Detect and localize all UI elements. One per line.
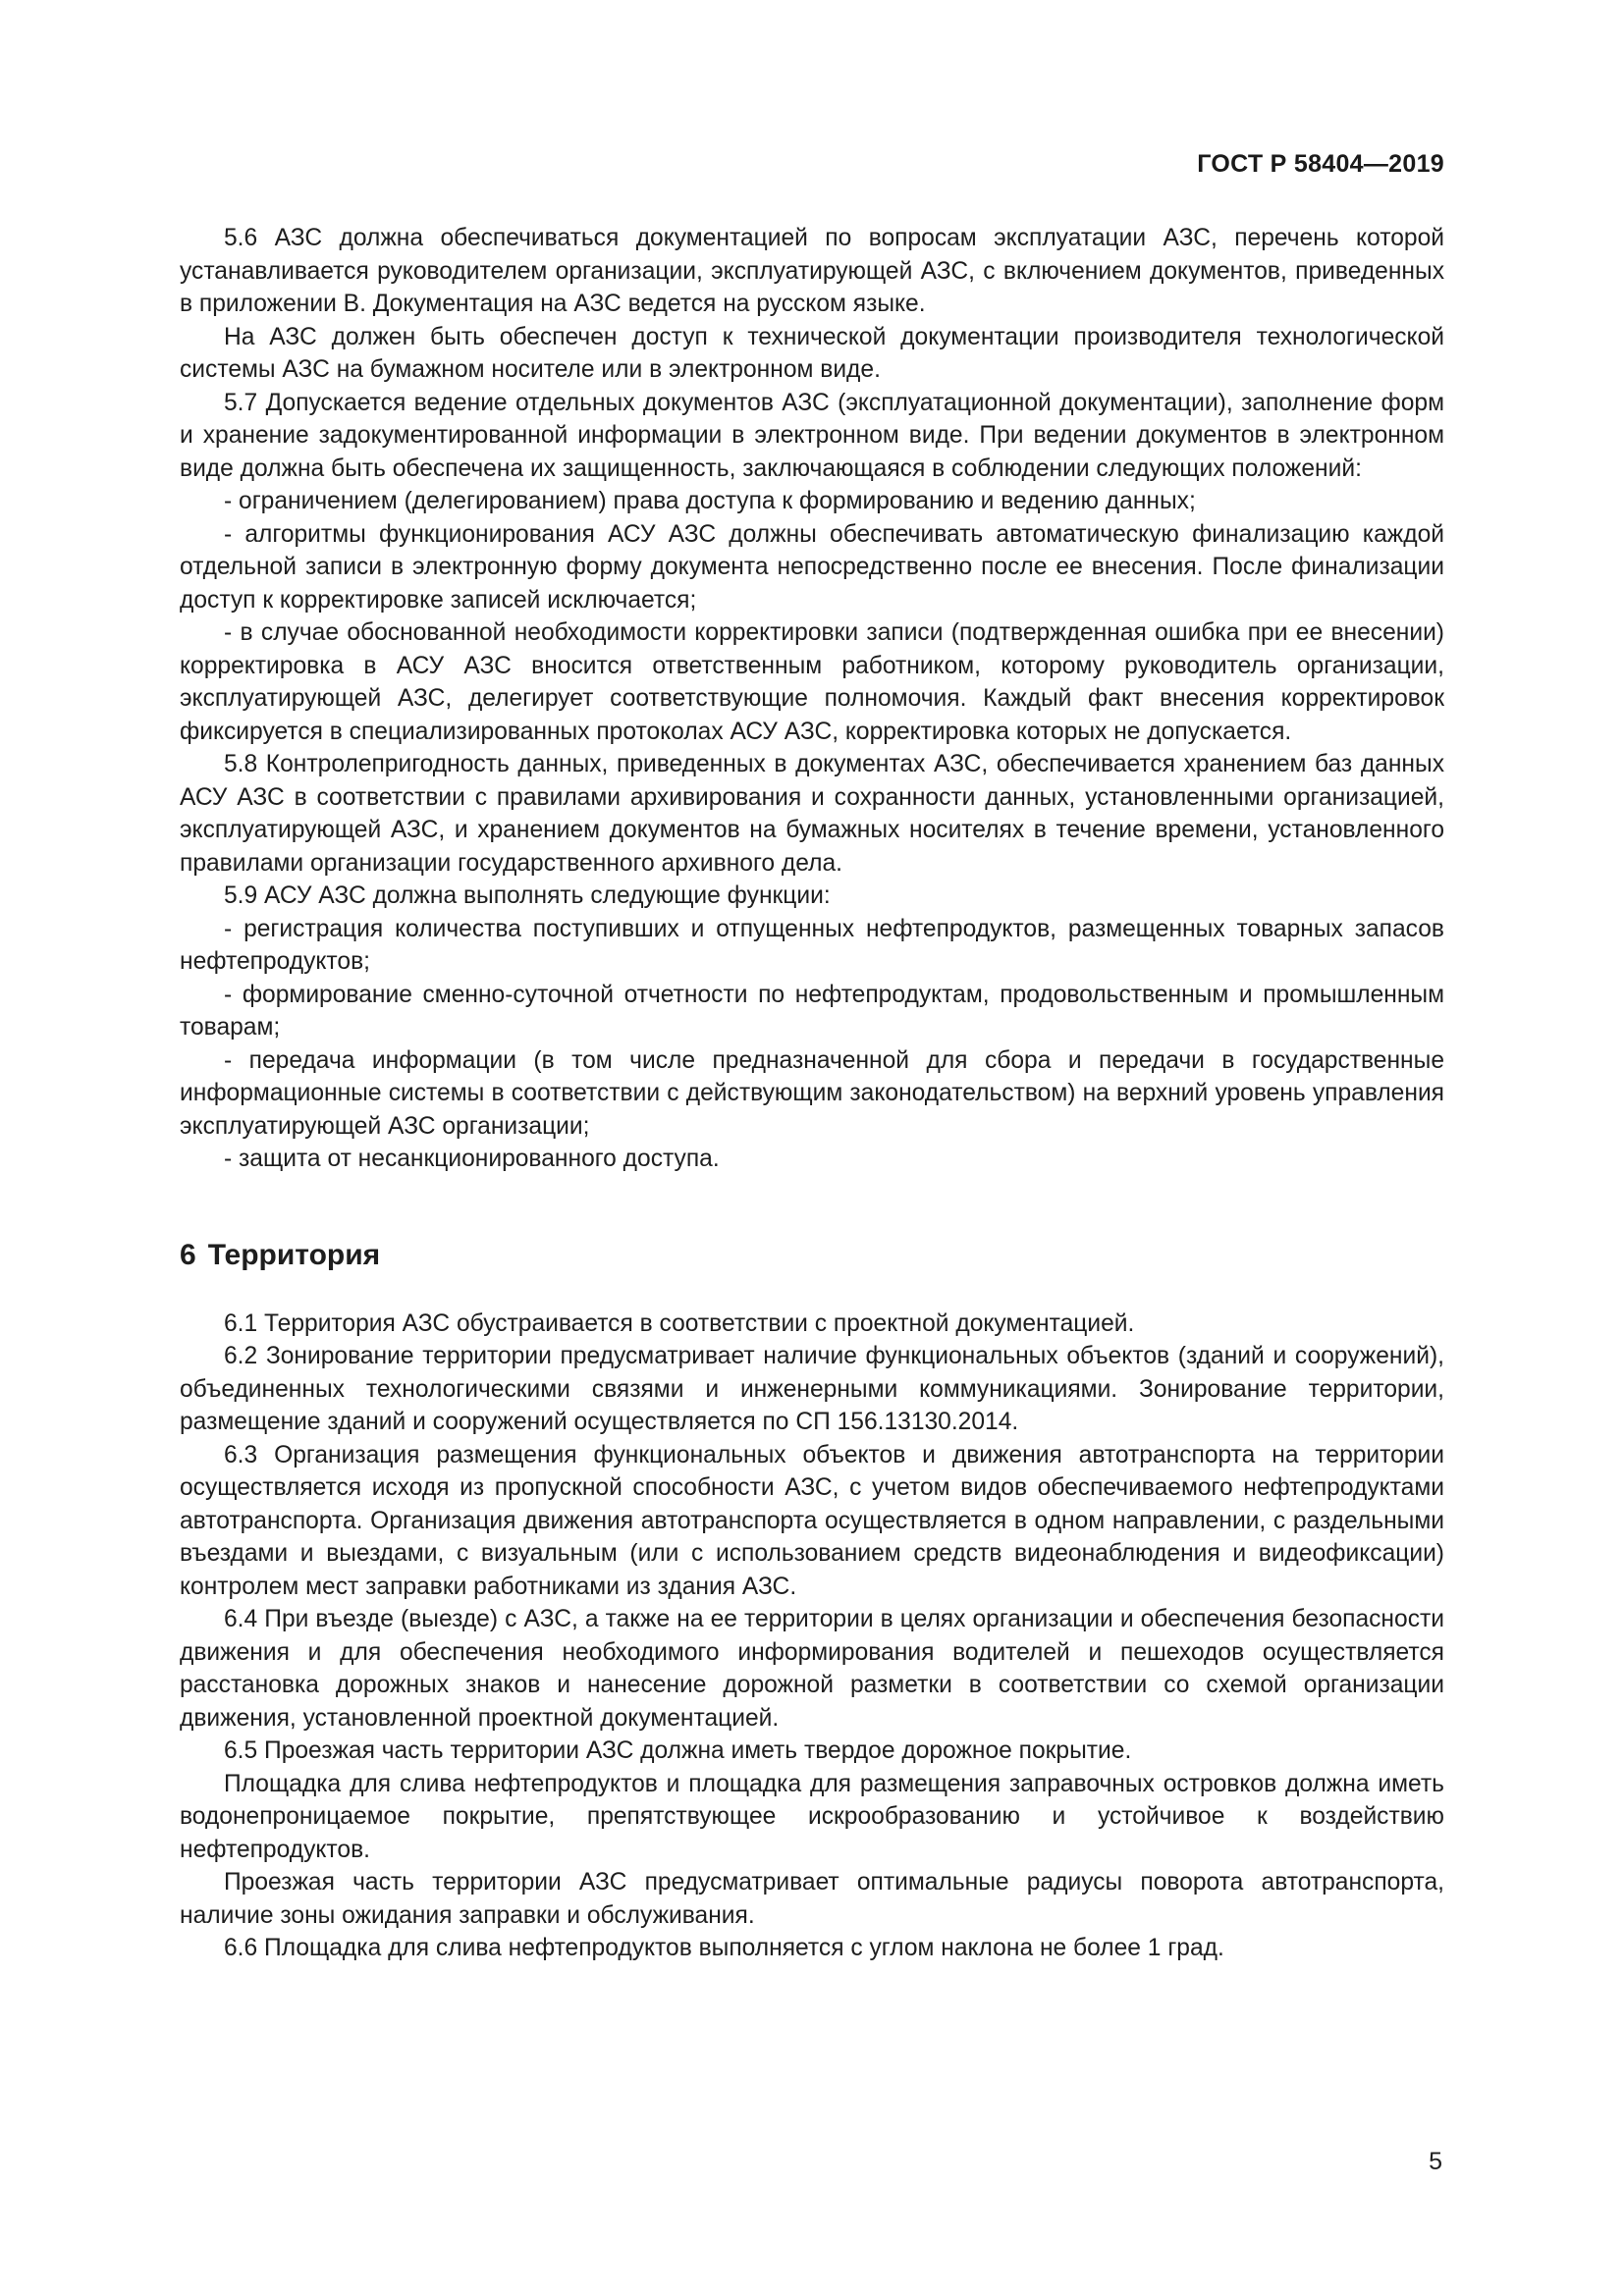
paragraph-6-5-radius: Проезжая часть территории АЗС предусматривает оптимальные радиусы поворота автотранспорта, наличие зоны ожидания заправки и обслуживания. <box>180 1869 1444 1929</box>
paragraph-5-6-access: На АЗС должен быть обеспечен доступ к технической документации производителя технологической системы АЗС на бумажном носителе или в электронном виде. <box>180 323 1444 383</box>
section-6-number: 6 <box>180 1238 196 1271</box>
paragraph-6-6: 6.6 Площадка для слива нефтепродуктов выполняется с углом наклона не более 1 град. <box>224 1935 1224 1961</box>
paragraph-5-8: 5.8 Контролепригодность данных, приведенных в документах АЗС, обеспечивается хранением баз данных АСУ АЗС в соответствии с правилами архивирования и сохранности данных, установленными организацией, эксплуатирующей АЗС, и хранением документов на бумажных носителях в течение времени, установленного правилами организации государственного архивного дела. <box>180 751 1444 877</box>
paragraph-5-7: 5.7 Допускается ведение отдельных документов АЗС (эксплуатационной документации), заполнение форм и хранение задокументированной информации в электронном виде. При ведении документов в электронном виде должна быть обеспечена их защищенность, заключающаяся в соблюдении следующих положений: <box>180 389 1444 482</box>
list-item-protection: - защита от несанкционированного доступа. <box>224 1146 720 1172</box>
paragraph-5-6: 5.6 АЗС должна обеспечиваться документацией по вопросам эксплуатации АЗС, перечень которой устанавливается руководителем организации, эксплуатирующей АЗС, с включением документов, приведенных в приложении В. Документация на АЗС ведется на русском языке. <box>180 225 1444 317</box>
page-number: 5 <box>1429 2148 1442 2175</box>
paragraph-6-5-platform: Площадка для слива нефтепродуктов и площадка для размещения заправочных островков должна иметь водонепроницаемое покрытие, препятствующее искрообразованию и устойчивое к воздействию нефтепродуктов. <box>180 1770 1444 1863</box>
list-item-transfer: - передача информации (в том числе предназначенной для сбора и передачи в государственные информационные системы в соответствии с действующим законодательством) на верхний уровень управления эксплуатирующей АЗС организации; <box>180 1046 1444 1140</box>
section-6-heading <box>180 1236 1444 1275</box>
paragraph-6-1: 6.1 Территория АЗС обустраивается в соответствии с проектной документацией. <box>224 1309 1135 1337</box>
document-body <box>180 222 1444 1965</box>
paragraph-6-5: 6.5 Проезжая часть территории АЗС должна иметь твердое дорожное покрытие. <box>224 1737 1132 1764</box>
paragraph-6-2: 6.2 Зонирование территории предусматривает наличие функциональных объектов (зданий и сооружений), объединенных технологическими связями и инженерными коммуникациями. Зонирование территории, размещение зданий и сооружений осуществляется по СП 156.13130.2014. <box>180 1343 1444 1435</box>
paragraph-6-3: 6.3 Организация размещения функциональных объектов и движения автотранспорта на территории осуществляется исходя из пропускной способности АЗС, с учетом видов обеспечиваемого нефтепродуктами автотранспорта. Организация движения автотранспорта осуществляется в одном направлении, с раздельными въездами и выездами, с визуальным (или с использованием средств видеонаблюдения и видеофиксации) контролем мест заправки работниками из здания АЗС. <box>180 1441 1444 1600</box>
paragraph-6-4: 6.4 При въезде (выезде) с АЗС, а также на ее территории в целях организации и обеспечения безопасности движения и для обеспечения необходимого информирования водителей и пешеходов осуществляется расстановка дорожных знаков и нанесение дорожной разметки в соответствии со схемой организации движения, установленной проектной документацией. <box>180 1606 1444 1732</box>
section-6-title: Территория <box>207 1238 381 1271</box>
list-item-finalization: - алгоритмы функционирования АСУ АЗС должны обеспечивать автоматическую финализацию каждой отдельной записи в электронную форму документа непосредственно после ее внесения. После финализации доступ к корректировке записей исключается; <box>180 520 1444 614</box>
document-header: ГОСТ Р 58404—2019 <box>1197 150 1444 178</box>
list-item-reporting: - формирование сменно-суточной отчетности по нефтепродуктам, продовольственным и промышленным товарам; <box>180 981 1444 1041</box>
paragraph-5-9: 5.9 АСУ АЗС должна выполнять следующие функции: <box>224 882 831 909</box>
list-item-access-rights: - ограничением (делегированием) права доступа к формированию и ведению данных; <box>224 488 1196 514</box>
list-item-correction: - в случае обоснованной необходимости корректировки записи (подтвержденная ошибка при ее внесении) корректировка в АСУ АЗС вносится ответственным работником, которому руководитель организации, эксплуатирующей АЗС, делегирует соответствующие полномочия. Каждый факт внесения корректировок фиксируется в специализированных протоколах АСУ АЗС, корректировка которых не допускается. <box>180 619 1444 745</box>
list-item-registration: - регистрация количества поступивших и отпущенных нефтепродуктов, размещенных товарных запасов нефтепродуктов; <box>180 915 1444 975</box>
